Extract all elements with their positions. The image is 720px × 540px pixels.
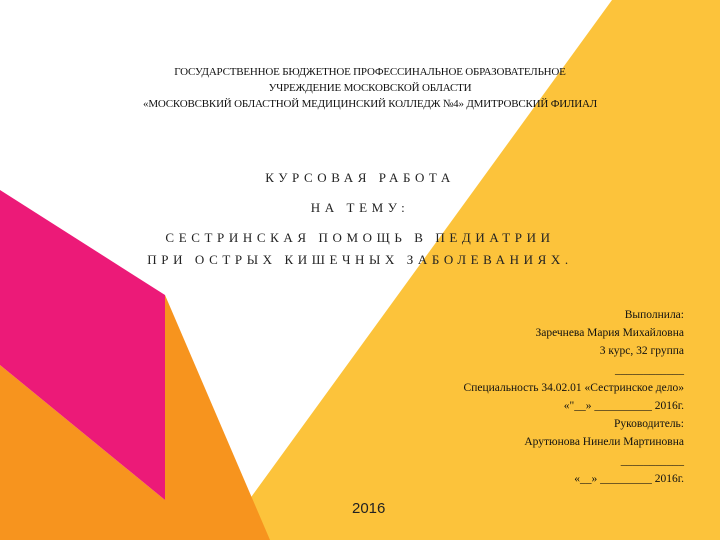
student-name: Заречнева Мария Михайловна — [535, 327, 684, 340]
institution-header — [40, 64, 700, 112]
author-info — [464, 306, 684, 488]
header-line-2: УЧРЕЖДЕНИЕ МОСКОВСКОЙ ОБЛАСТИ — [268, 82, 472, 94]
signature-line: ____________ — [615, 363, 684, 376]
orange-fold-shape — [165, 295, 270, 540]
topic-line-2: ПРИ ОСТРЫХ КИШЕЧНЫХ ЗАБОЛЕВАНИЯХ. — [147, 252, 573, 267]
date-line-2: «__» _________ 2016г. — [574, 472, 684, 485]
year: 2016 — [352, 500, 386, 517]
topic-line-1: СЕСТРИНСКАЯ ПОМОЩЬ В ПЕДИАТРИИ — [165, 230, 555, 245]
course-group: 3 курс, 32 группа — [599, 345, 684, 358]
work-type: КУРСОВАЯ РАБОТА — [265, 170, 455, 185]
performed-label: Выполнила: — [624, 309, 684, 321]
specialty: Специальность 34.02.01 «Сестринское дело» — [463, 381, 684, 394]
supervisor-name: Арутюнова Нинели Мартиновна — [524, 436, 684, 449]
date-line-1: «"__» __________ 2016г. — [563, 400, 684, 413]
signature-line-2: ___________ — [620, 454, 684, 467]
supervisor-label: Руководитель: — [614, 418, 684, 431]
theme-label: НА ТЕМУ: — [310, 200, 410, 215]
header-line-3: «МОСКОВСВКИЙ ОБЛАСТНОЙ МЕДИЦИНСКИЙ КОЛЛЕДЖ №4» ДМИТРОВСКИЙ ФИЛИАЛ — [143, 98, 597, 110]
header-line-1: ГОСУДАРСТВЕННОЕ БЮДЖЕТНОЕ ПРОФЕССИНАЛЬНОЕ ОБРАЗОВАТЕЛЬНОЕ — [174, 66, 566, 78]
